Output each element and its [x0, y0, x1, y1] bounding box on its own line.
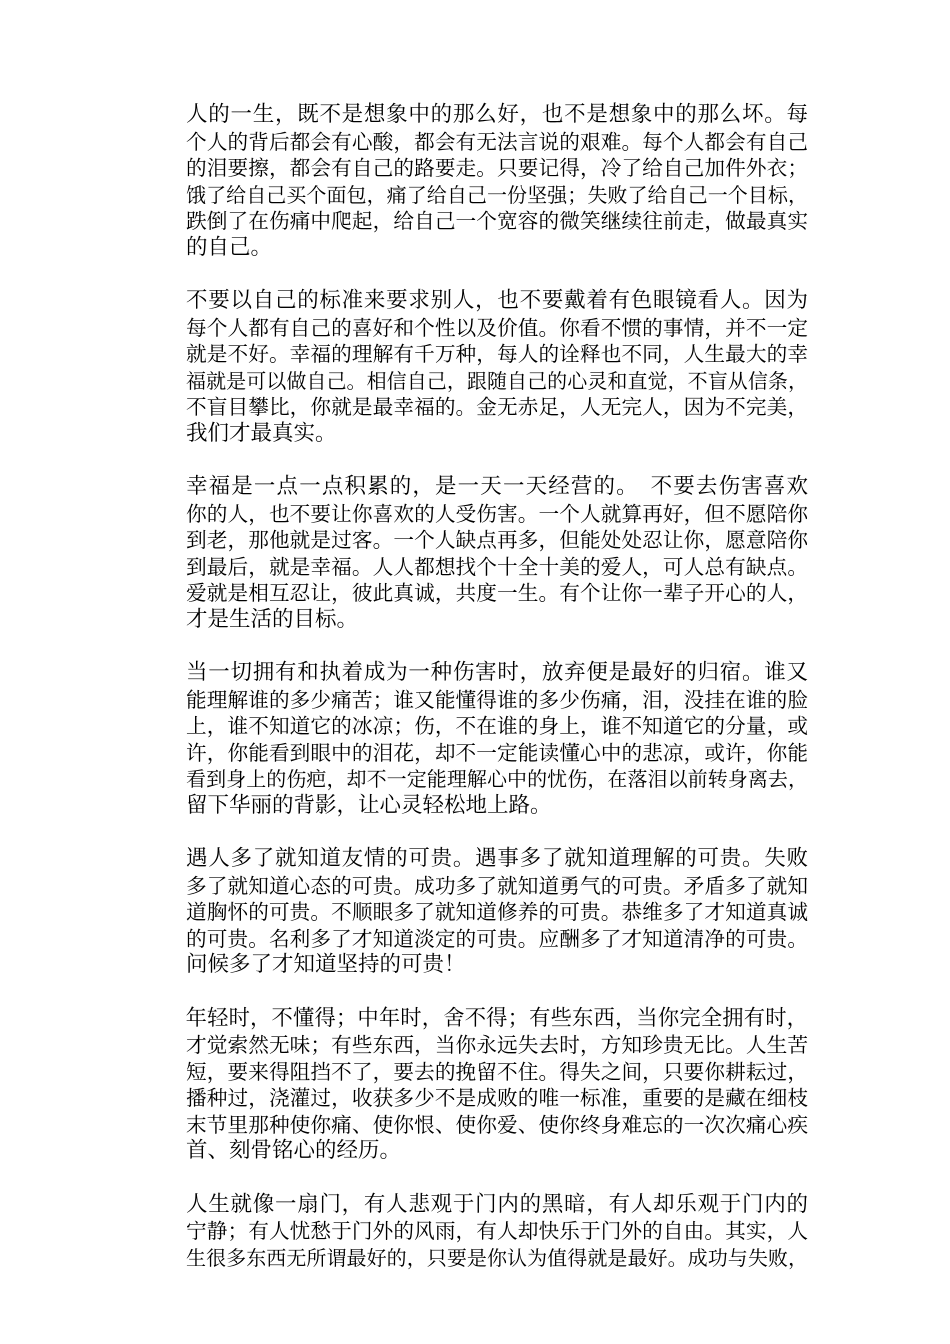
text-line: 福就是可以做自己。相信自己，跟随自己的心灵和直觉，不盲从信条，: [186, 368, 808, 393]
text-line: 多了就知道心态的可贵。成功多了就知道勇气的可贵。矛盾多了就知: [186, 873, 808, 898]
text-line: 每个人都有自己的喜好和个性以及价值。你看不惯的事情，并不一定: [186, 315, 808, 340]
text-line: 许，你能看到眼中的泪花，却不一定能读懂心中的悲凉，或许，你能: [186, 740, 808, 765]
text-line: 才是生活的目标。: [186, 606, 359, 632]
text-line: 的泪要擦，都会有自己的路要走。只要记得，冷了给自己加件外衣；: [186, 156, 808, 180]
text-line: 饿了给自己买个面包，痛了给自己一份坚强；失败了给自己一个目标，: [186, 182, 808, 207]
text-line: 人生就像一扇门，有人悲观于门内的黑暗，有人却乐观于门内的: [186, 1191, 808, 1217]
text-line: 到最后，就是幸福。人人都想找个十全十美的爱人，可人总有缺点。: [186, 554, 808, 579]
paragraph-3: [143, 474, 808, 633]
text-line: 人的一生，既不是想象中的那么好，也不是想象中的那么坏。每: [186, 102, 808, 127]
text-line: 留下华丽的背影，让心灵轻松地上路。: [186, 792, 552, 818]
text-line: 当一切拥有和执着成为一种伤害时，放弃便是最好的归宿。谁又: [186, 660, 808, 685]
text-line: 上，谁不知道它的冰凉；伤，不在谁的身上，谁不知道它的分量，或: [186, 714, 808, 738]
text-line: 你的人，也不要让你喜欢的人受伤害。一个人就算再好，但不愿陪你: [186, 501, 808, 526]
text-line: 生很多东西无所谓最好的，只要是你认为值得就是最好。成功与失败，: [186, 1245, 808, 1270]
text-line: 就是不好。幸福的理解有千万种，每人的诠释也不同，人生最大的幸: [186, 342, 808, 366]
text-line: 问候多了才知道坚持的可贵！: [186, 952, 466, 977]
paragraph-4: [143, 660, 808, 819]
text-line: 到老，那他就是过客。一个人缺点再多，但能处处忍让你，愿意陪你: [186, 528, 808, 552]
paragraph-7: [143, 1192, 808, 1272]
paragraph-1: [143, 102, 808, 261]
text-line: 才觉索然无味；有些东西，当你永远失去时，方知珍贵无比。人生苦: [186, 1033, 808, 1057]
text-line: 年轻时，不懂得；中年时，舍不得；有些东西，当你完全拥有时，: [185, 1005, 808, 1031]
text-line: 看到身上的伤疤，却不一定能理解心中的忧伤，在落泪以前转身离去，: [186, 767, 808, 791]
text-line: 我们才最真实。: [186, 420, 337, 446]
text-line: 能理解谁的多少痛苦；谁又能懂得谁的多少伤痛，泪，没挂在谁的脸: [186, 687, 808, 712]
text-line: 个人的背后都会有心酸，都会有无法言说的艰难。每个人都会有自己: [186, 129, 808, 154]
paragraph-6: [143, 1006, 808, 1165]
text-line: 播种过，浇灌过，收获多少不是成败的唯一标准，重要的是藏在细枝: [186, 1086, 808, 1110]
text-line: 遇人多了就知道友情的可贵。遇事多了就知道理解的可贵。失败: [186, 846, 808, 871]
text-line: 末节里那种使你痛、使你恨、使你爱、使你终身难忘的一次次痛心疾: [186, 1112, 808, 1137]
text-line: 首、刻骨铭心的经历。: [186, 1138, 402, 1163]
text-line: 短，要来得阻挡不了，要去的挽留不住。得失之间，只要你耕耘过，: [186, 1059, 808, 1084]
text-line: 跌倒了在伤痛中爬起，给自己一个宽容的微笑继续往前走，做最真实: [186, 209, 808, 233]
text-line: 道胸怀的可贵。不顺眼多了就知道修养的可贵。恭维多了才知道真诚: [186, 900, 808, 924]
paragraph-2: [143, 288, 808, 447]
text-line: 宁静；有人忧愁于门外的风雨，有人却快乐于门外的自由。其实，人: [186, 1219, 808, 1243]
document-body: [143, 102, 808, 1298]
text-line: 的可贵。名利多了才知道淡定的可贵。应酬多了才知道清净的可贵。: [186, 926, 808, 951]
text-line: 不盲目攀比，你就是最幸福的。金无赤足，人无完人，因为不完美，: [186, 395, 808, 419]
text-line: 不要以自己的标准来要求别人，也不要戴着有色眼镜看人。因为: [186, 288, 808, 313]
text-line: 幸福是一点一点积累的，是一天一天经营的。 不要去伤害喜欢: [186, 474, 808, 499]
paragraph-5: [143, 846, 808, 979]
text-line: 的自己。: [186, 234, 273, 260]
text-line: 爱就是相互忍让，彼此真诚，共度一生。有个让你一辈子开心的人，: [186, 581, 808, 605]
